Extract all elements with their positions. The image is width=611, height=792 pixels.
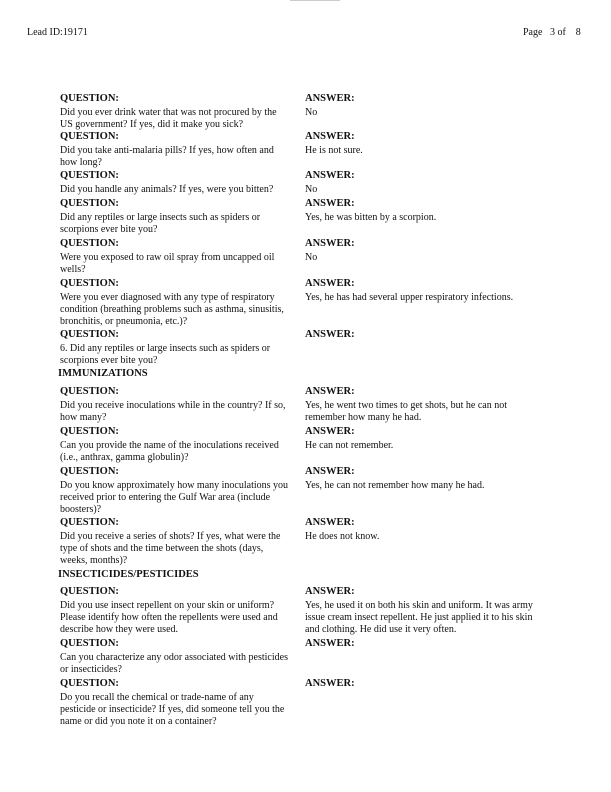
question-label: QUESTION: <box>60 278 119 289</box>
question-text-line: Did you receive inoculations while in the country? If so, <box>60 400 286 411</box>
question-text-line: Can you characterize any odor associated with pesticides <box>60 652 288 663</box>
answer-block <box>305 238 565 264</box>
answer-label: ANSWER: <box>305 198 355 209</box>
question-text-line: Did you handle any animals? If yes, were you bitten? <box>60 184 274 195</box>
answer-text-line: Yes, he used it on both his skin and uniform. It was army <box>305 600 533 611</box>
question-label: QUESTION: <box>60 329 119 340</box>
answer-label: ANSWER: <box>305 170 355 181</box>
answer-label: ANSWER: <box>305 131 355 142</box>
answer-label: ANSWER: <box>305 466 355 477</box>
answer-text-line: and clothing. He did use it very often. <box>305 624 457 635</box>
answer-block <box>305 426 565 452</box>
question-label: QUESTION: <box>60 170 119 181</box>
answer-block <box>305 517 565 543</box>
section-heading-insecticides: INSECTICIDES/PESTICIDES <box>58 569 199 580</box>
question-label: QUESTION: <box>60 466 119 477</box>
answer-block <box>305 278 565 304</box>
question-block <box>60 586 295 636</box>
question-label: QUESTION: <box>60 386 119 397</box>
question-label: QUESTION: <box>60 678 119 689</box>
question-text-line: Did you ever drink water that was not procured by the <box>60 107 277 118</box>
answer-text-line: Yes, he was bitten by a scorpion. <box>305 212 437 223</box>
answer-label: ANSWER: <box>305 278 355 289</box>
answer-text-line: Yes, he can not remember how many he had. <box>305 480 485 491</box>
question-label: QUESTION: <box>60 131 119 142</box>
question-text-line: scorpions ever bite you? <box>60 355 158 366</box>
question-text-line: Do you know approximately how many inoculations you <box>60 480 289 491</box>
answer-block <box>305 678 565 692</box>
answer-block <box>305 466 565 492</box>
question-text-line: Were you ever diagnosed with any type of respiratory <box>60 292 275 303</box>
answer-text-line: remember how many he had. <box>305 412 422 423</box>
question-text-line: Did you receive a series of shots? If yes, what were the <box>60 531 281 542</box>
lead-id: Lead ID:19171 <box>27 27 88 38</box>
answer-text-line: He is not sure. <box>305 145 363 156</box>
question-label: QUESTION: <box>60 638 119 649</box>
answer-label: ANSWER: <box>305 678 355 689</box>
question-label: QUESTION: <box>60 198 119 209</box>
answer-block <box>305 638 565 652</box>
question-text-line: name or did you note it on a container? <box>60 716 217 727</box>
question-block <box>60 238 295 276</box>
answer-block <box>305 170 565 196</box>
question-text-line: type of shots and the time between the shots (days, <box>60 543 264 554</box>
question-text-line: Did you use insect repellent on your skin or uniform? <box>60 600 275 611</box>
question-text-line: condition (breathing problems such as asthma, sinusitis, <box>60 304 284 315</box>
question-block <box>60 93 295 131</box>
question-block <box>60 198 295 236</box>
answer-label: ANSWER: <box>305 638 355 649</box>
question-block <box>60 131 295 169</box>
page-number: Page 3 of 8 <box>523 27 581 38</box>
answer-block <box>305 93 565 119</box>
answer-text-line: No <box>305 107 318 118</box>
question-text-line: 6. Did any reptiles or large insects such as spiders or <box>60 343 271 354</box>
answer-text-line: He can not remember. <box>305 440 394 451</box>
answer-block <box>305 131 565 157</box>
scan-mark <box>290 0 340 1</box>
answer-text-line: Yes, he has had several upper respiratory infections. <box>305 292 514 303</box>
answer-block <box>305 586 565 636</box>
question-text-line: Please identify how often the repellents were used and <box>60 612 278 623</box>
question-text-line: weeks, months)? <box>60 555 128 566</box>
answer-block <box>305 329 565 343</box>
question-text-line: or insecticides? <box>60 664 122 675</box>
answer-label: ANSWER: <box>305 386 355 397</box>
answer-label: ANSWER: <box>305 329 355 340</box>
answer-label: ANSWER: <box>305 426 355 437</box>
question-label: QUESTION: <box>60 93 119 104</box>
answer-label: ANSWER: <box>305 93 355 104</box>
question-block <box>60 278 295 328</box>
question-label: QUESTION: <box>60 238 119 249</box>
answer-label: ANSWER: <box>305 586 355 597</box>
section-heading-immunizations: IMMUNIZATIONS <box>58 368 148 379</box>
question-block <box>60 638 295 676</box>
answer-block <box>305 386 565 424</box>
question-text-line: how many? <box>60 412 107 423</box>
question-text-line: Were you exposed to raw oil spray from uncapped oil <box>60 252 275 263</box>
answer-text-line: issue cream insect repellent. He just applied it to his skin <box>305 612 533 623</box>
answer-label: ANSWER: <box>305 517 355 528</box>
question-block <box>60 170 295 196</box>
question-text-line: wells? <box>60 264 86 275</box>
question-label: QUESTION: <box>60 586 119 597</box>
question-block <box>60 678 295 728</box>
answer-block <box>305 198 565 224</box>
question-block <box>60 517 295 567</box>
question-block <box>60 426 295 464</box>
question-text-line: bronchitis, or pneumonia, etc.)? <box>60 316 188 327</box>
question-text-line: US government? If yes, did it make you sick? <box>60 119 244 130</box>
answer-text-line: Yes, he went two times to get shots, but he can not <box>305 400 508 411</box>
question-text-line: Did any reptiles or large insects such as spiders or <box>60 212 261 223</box>
question-text-line: pesticide or insecticide? If yes, did someone tell you the <box>60 704 285 715</box>
answer-text-line: No <box>305 252 318 263</box>
question-text-line: boosters)? <box>60 504 102 515</box>
question-block <box>60 329 295 367</box>
answer-text-line: He does not know. <box>305 531 380 542</box>
question-block <box>60 466 295 516</box>
question-text-line: received prior to entering the Gulf War area (include <box>60 492 271 503</box>
question-text-line: Did you take anti-malaria pills? If yes, how often and <box>60 145 274 156</box>
question-text-line: Can you provide the name of the inoculations received <box>60 440 279 451</box>
question-text-line: describe how they were used. <box>60 624 179 635</box>
answer-label: ANSWER: <box>305 238 355 249</box>
question-label: QUESTION: <box>60 517 119 528</box>
question-text-line: Do you recall the chemical or trade-name of any <box>60 692 254 703</box>
question-text-line: how long? <box>60 157 102 168</box>
question-block <box>60 386 295 424</box>
question-text-line: (i.e., anthrax, gamma globulin)? <box>60 452 189 463</box>
answer-text-line: No <box>305 184 318 195</box>
question-label: QUESTION: <box>60 426 119 437</box>
question-text-line: scorpions ever bite you? <box>60 224 158 235</box>
